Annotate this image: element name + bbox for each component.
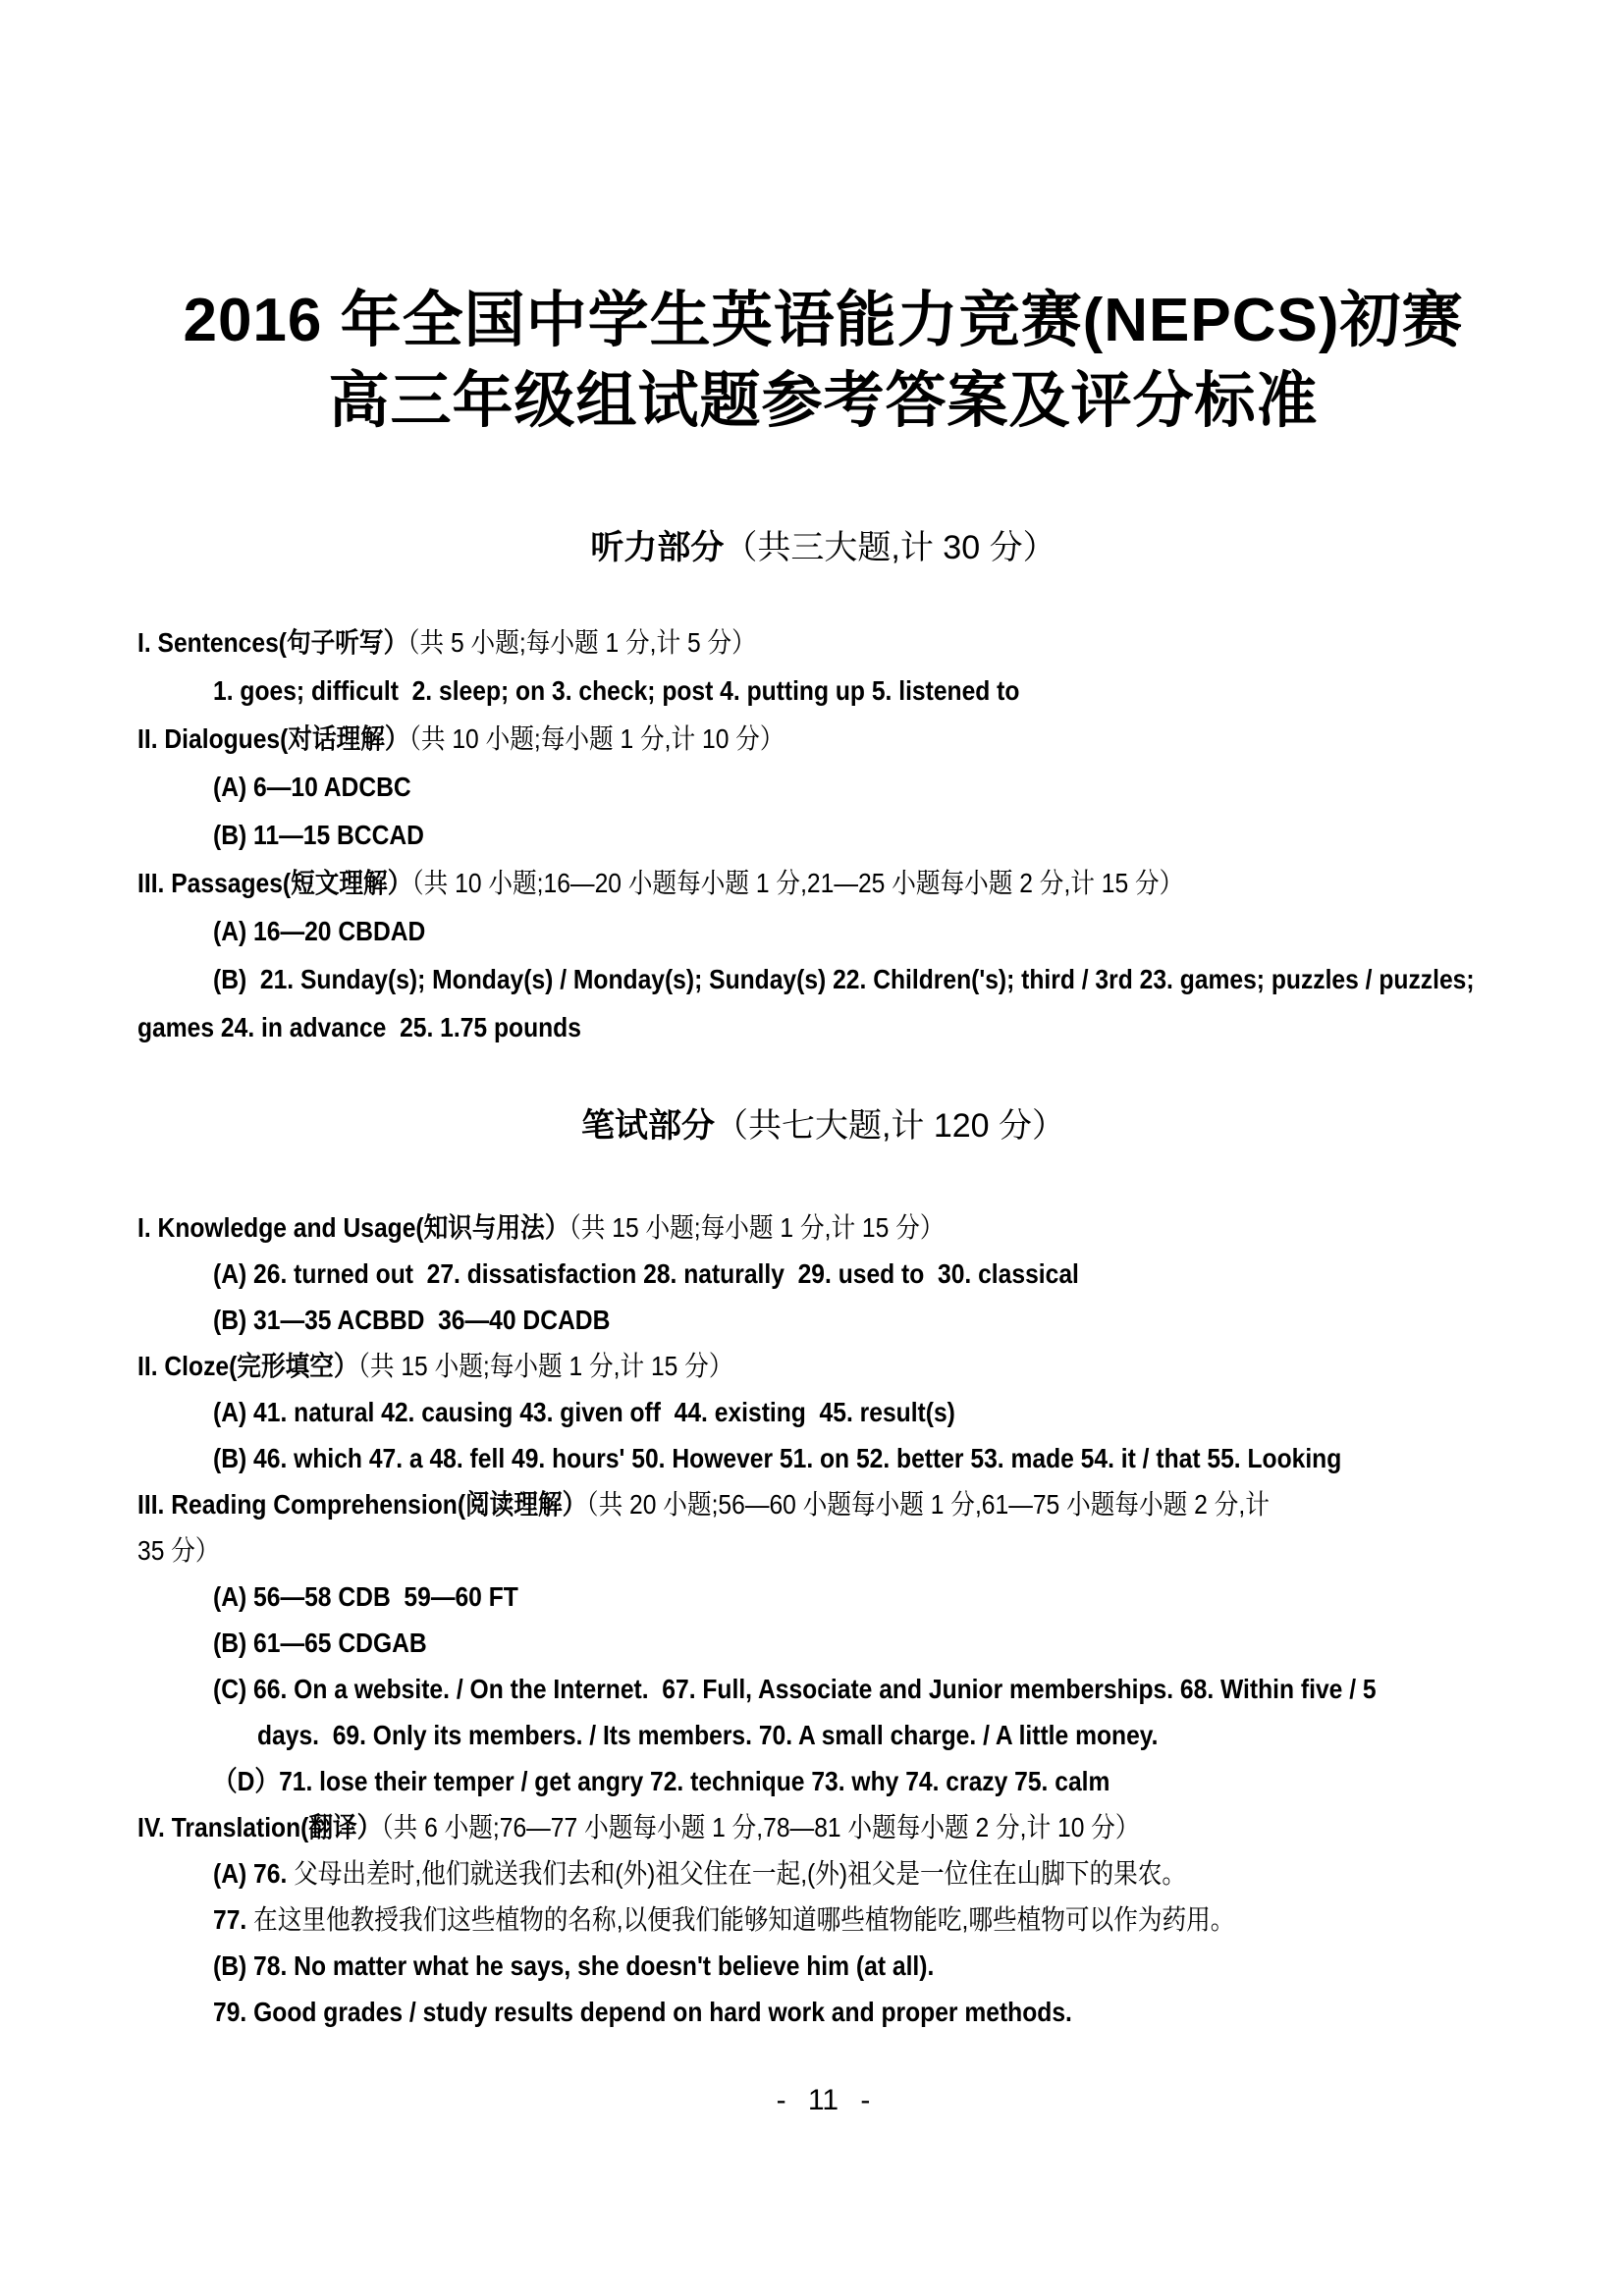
answer-line: [213, 1574, 1354, 1620]
answer-line: [213, 1251, 1354, 1297]
listening-answer-lines: [137, 618, 1509, 1051]
answer-line: [213, 1758, 1354, 1804]
answer-line-text: （共 15 小题;每小题 1 分,计 15 分）: [568, 1212, 945, 1243]
answer-line: [137, 1481, 1344, 1527]
answer-line-label: (A) 76.: [213, 1858, 295, 1889]
answer-line-text: 父母出差时,他们就送我们去和(外)祖父住在一起,(外)祖父是一位住在山脚下的果农。: [294, 1858, 1187, 1889]
answer-line: [137, 1003, 1344, 1051]
answer-line-text: （共 15 小题;每小题 1 分,计 15 分）: [357, 1351, 733, 1381]
answer-line: [213, 1896, 1354, 1943]
answer-line-label: days. 69. Only its members. / Its members. 70. A small charge. / A little money.: [257, 1720, 1159, 1750]
listening-part-heading: [137, 524, 1509, 571]
answer-line: [213, 1297, 1354, 1343]
answer-line: [213, 1943, 1354, 1989]
answer-line-label: (A) 16—20 CBDAD: [213, 916, 426, 946]
answer-line-text: 35 分）: [137, 1535, 220, 1566]
answer-line: [137, 715, 1344, 763]
answer-line-label: III. Reading Comprehension(阅读理解）: [137, 1489, 587, 1520]
part-heading-title: 听力部分: [590, 529, 725, 566]
answer-line: [213, 907, 1354, 955]
answer-line-text: （共 20 小题;56—60 小题每小题 1 分,61—75 小题每小题 2 分,计: [586, 1489, 1270, 1520]
answer-line-label: (A) 26. turned out 27. dissatisfaction 28. naturally 29. used to 30. classical: [213, 1258, 1079, 1289]
answer-line: [137, 1527, 1344, 1574]
answer-line: [137, 618, 1344, 667]
answer-line-label: (B) 31—35 ACBBD 36—40 DCADB: [213, 1305, 611, 1335]
answer-line-label: (B) 46. which 47. a 48. fell 49. hours' 50. However 51. on 52. better 53. made 54. it / that 55. Looking: [213, 1443, 1342, 1473]
answer-line-text: （共 6 小题;76—77 小题每小题 1 分,78—81 小题每小题 2 分,计 10 分）: [381, 1812, 1140, 1842]
answer-line: [213, 667, 1354, 715]
answer-line-label: (B) 78. No matter what he says, she doesn't believe him (at all).: [213, 1950, 935, 1981]
answer-line-label: IV. Translation(翻译）: [137, 1812, 382, 1842]
written-answer-lines: [137, 1204, 1509, 2035]
answer-line: [137, 859, 1344, 907]
page-number: - 11 -: [776, 2084, 871, 2116]
listening-section: [137, 524, 1509, 1051]
answer-line: [137, 1343, 1344, 1389]
answer-line-label: 77.: [213, 1904, 254, 1935]
answer-line-label: (B) 21. Sunday(s); Monday(s) / Monday(s); Sunday(s) 22. Children('s); third / 3rd 23. games; puzzles / puzzles;: [213, 964, 1475, 994]
answer-line-label: (C) 66. On a website. / On the Internet. 67. Full, Associate and Junior memberships. 68. Within five / 5: [213, 1674, 1377, 1704]
part-heading-score: （共三大题,计 30 分）: [724, 529, 1056, 566]
answer-line-label: games 24. in advance 25. 1.75 pounds: [137, 1012, 581, 1042]
document-title-line-2: 高三年级组试题参考答案及评分标准: [328, 367, 1319, 435]
answer-line-label: (A) 6—10 ADCBC: [213, 772, 411, 802]
answer-line-label: II. Cloze(完形填空）: [137, 1351, 358, 1381]
answer-line-text: （共 5 小题;每小题 1 分,计 5 分）: [407, 627, 756, 658]
answer-line: [213, 1620, 1354, 1666]
answer-line-text: （共 10 小题;16—20 小题每小题 1 分,21—25 小题每小题 2 分,计 15 分）: [411, 868, 1184, 898]
answer-line: [213, 1389, 1354, 1435]
written-section: [137, 1102, 1509, 2035]
answer-line: [213, 1666, 1377, 1712]
answer-line: [213, 1850, 1354, 1896]
answer-line: [213, 1989, 1354, 2035]
answer-line-text: 在这里他教授我们这些植物的名称,以便我们能够知道哪些植物能吃,哪些植物可以作为药用。: [253, 1904, 1235, 1935]
document-title: [137, 281, 1509, 442]
answer-line-text: （共 10 小题;每小题 1 分,计 10 分）: [408, 723, 784, 754]
answer-line-label: II. Dialogues(对话理解）: [137, 723, 409, 754]
part-heading-score: （共七大题,计 120 分）: [714, 1107, 1066, 1145]
answer-line-label: 1. goes; difficult 2. sleep; on 3. check; post 4. putting up 5. listened to: [213, 675, 1020, 706]
answer-line: [213, 763, 1354, 811]
answer-line: [213, 1435, 1354, 1481]
document-title-line-1: 2016 年全国中学生英语能力竞赛(NEPCS)初赛: [183, 287, 1464, 354]
answer-line-label: I. Knowledge and Usage(知识与用法）: [137, 1212, 569, 1243]
written-part-heading: [137, 1102, 1509, 1149]
answer-line-label: (A) 56—58 CDB 59—60 FT: [213, 1581, 518, 1612]
answer-line: [213, 811, 1354, 859]
answer-line: [213, 955, 1475, 1003]
answer-line-label: (B) 61—65 CDGAB: [213, 1628, 427, 1658]
part-heading-title: 笔试部分: [580, 1107, 715, 1145]
answer-line-label: I. Sentences(句子听写）: [137, 627, 408, 658]
answer-line: [137, 1804, 1344, 1850]
answer-line: [257, 1712, 1359, 1758]
answer-line-label: (A) 41. natural 42. causing 43. given off 44. existing 45. result(s): [213, 1397, 955, 1427]
answer-line-label: (B) 11—15 BCCAD: [213, 820, 424, 850]
answer-line-label: 79. Good grades / study results depend on hard work and proper methods.: [213, 1997, 1072, 2027]
answer-line-label: （D）71. lose their temper / get angry 72. technique 73. why 74. crazy 75. calm: [213, 1766, 1110, 1796]
answer-line: [137, 1204, 1344, 1251]
answer-line-label: III. Passages(短文理解）: [137, 868, 412, 898]
